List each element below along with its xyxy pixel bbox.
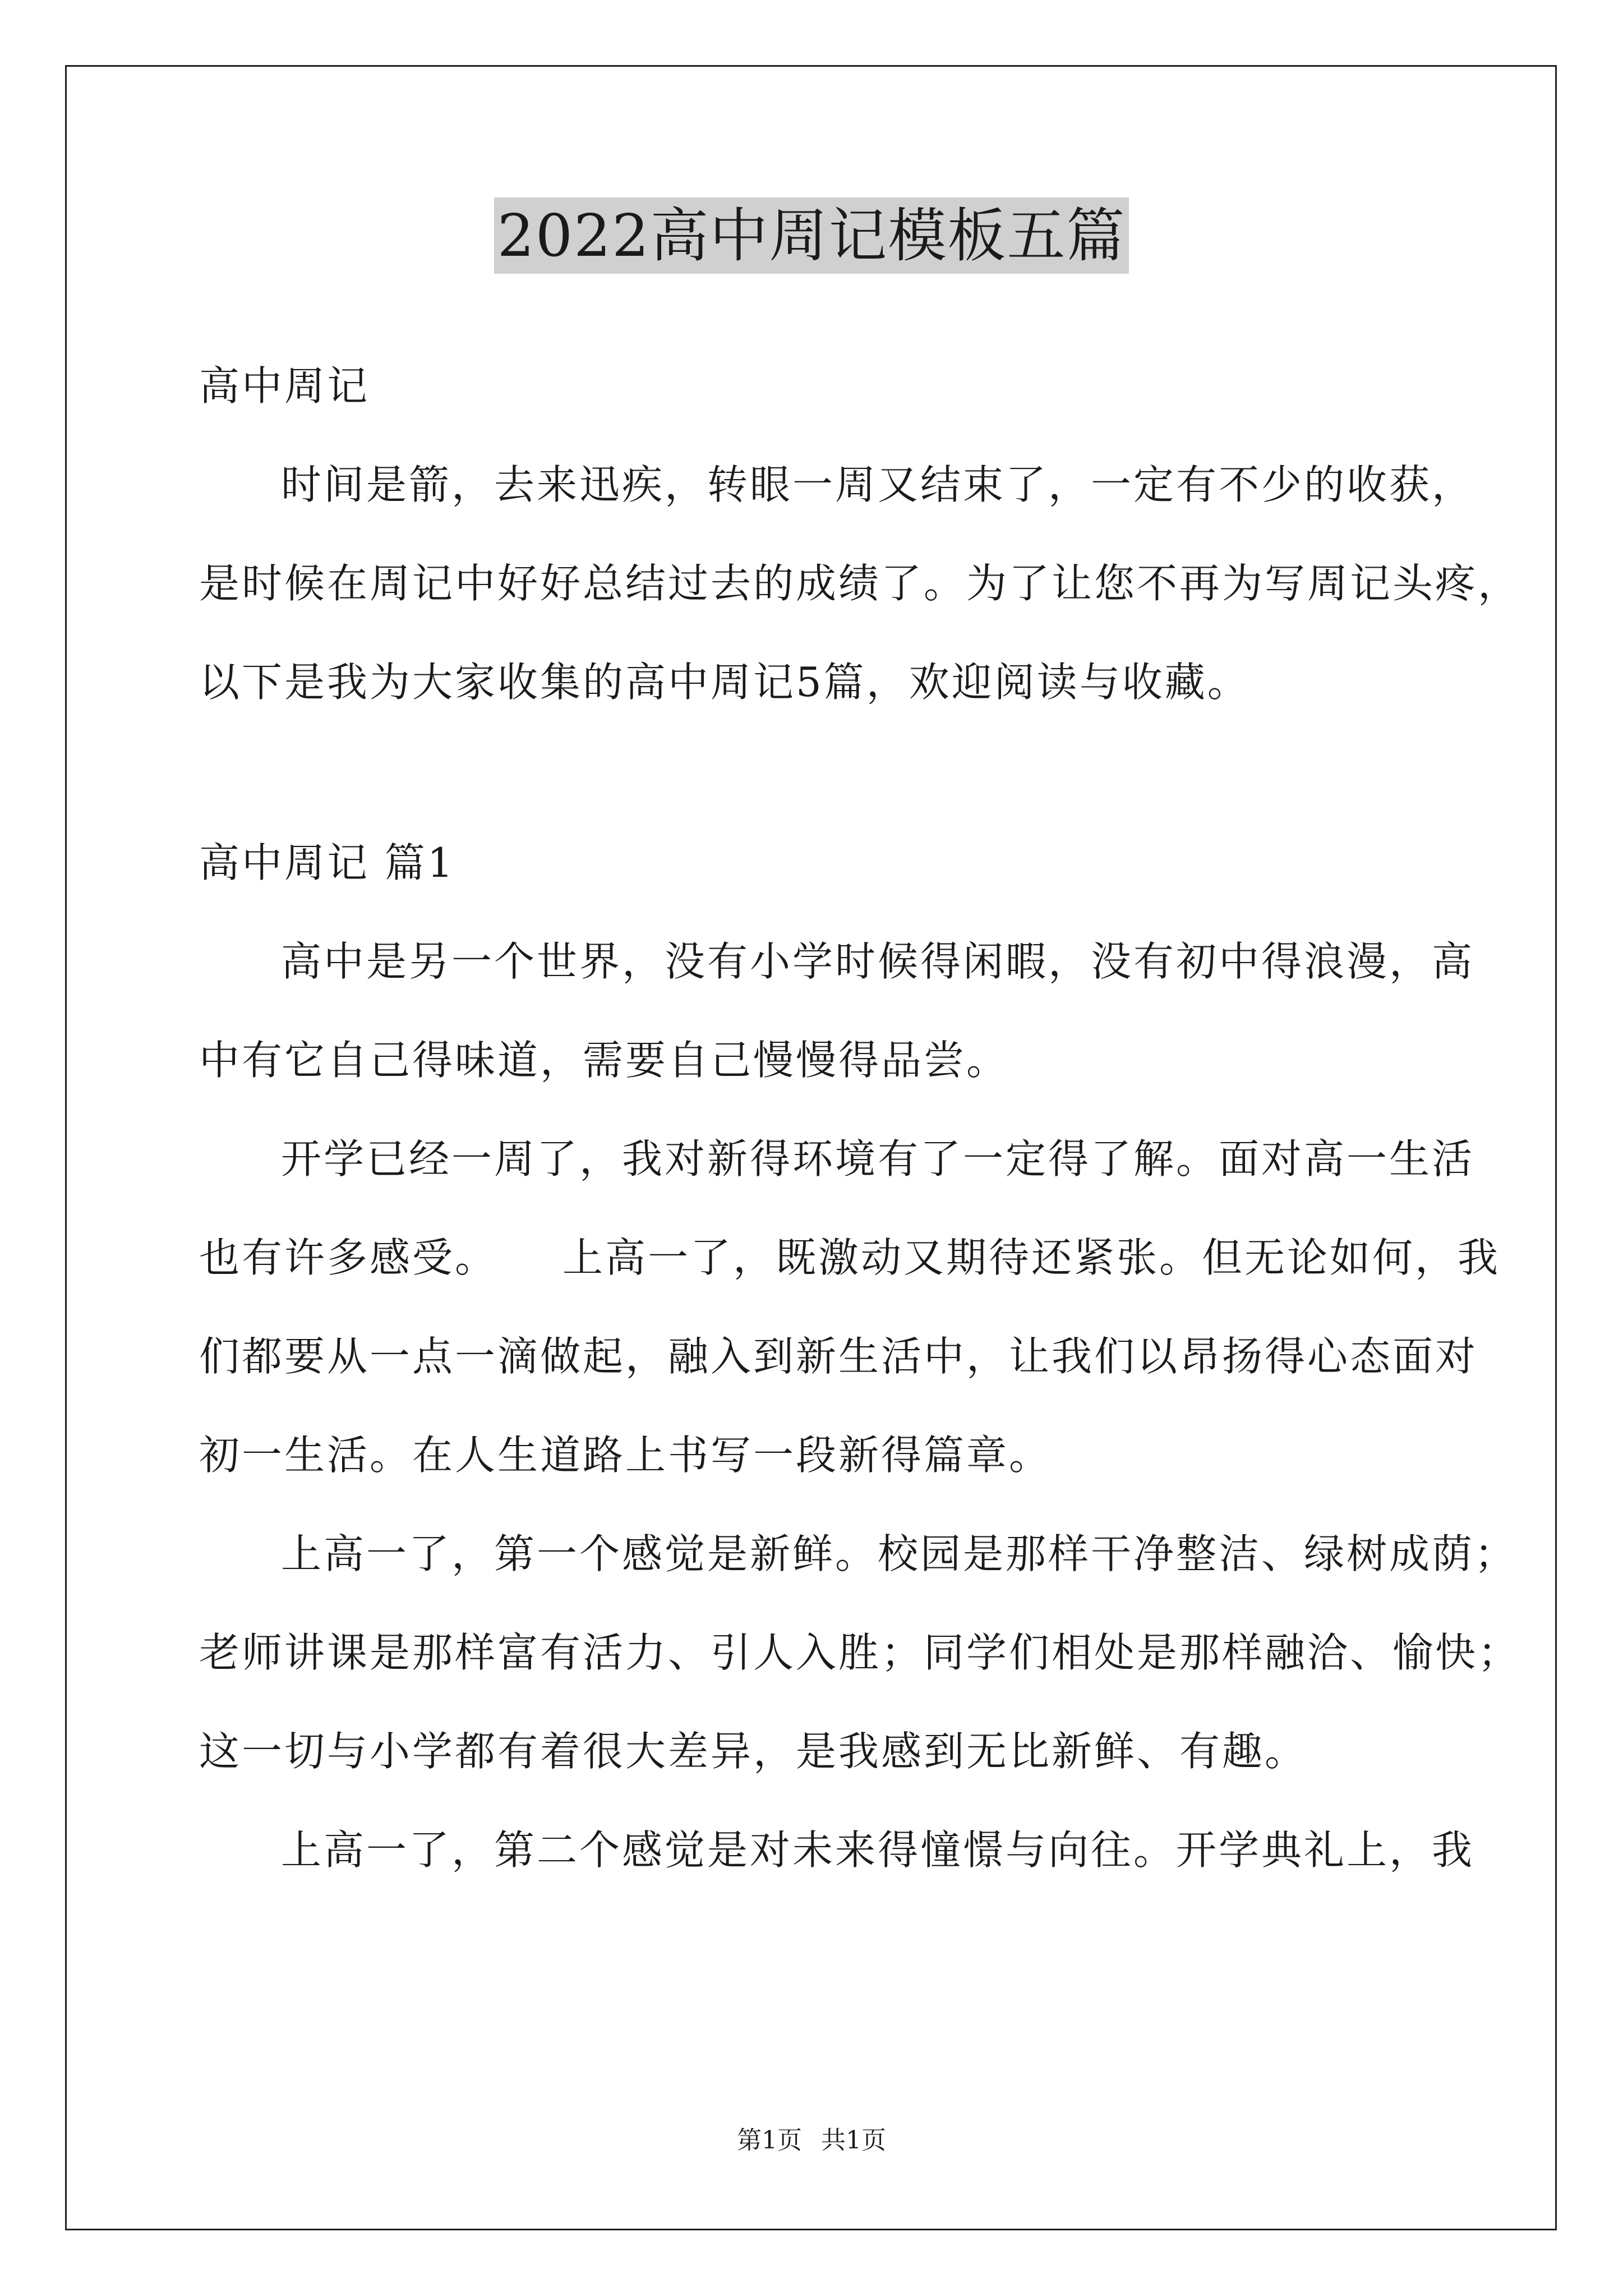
title-container: [0, 197, 1623, 274]
paragraph-line: 上高一了，第一个感觉是新鲜。校园是那样干净整洁、绿树成荫；: [281, 1530, 1518, 1577]
document-title: 2022高中周记模板五篇: [494, 197, 1129, 274]
intro-line: 是时候在周记中好好总结过去的成绩了。为了让您不再为写周记头疼，: [199, 560, 1521, 607]
paragraph-line: 开学已经一周了，我对新得环境有了一定得了解。面对高一生活: [281, 1135, 1475, 1182]
section-heading: 高中周记 篇1: [199, 839, 455, 886]
paragraph-line: 上高一了，第二个感觉是对未来得憧憬与向往。开学典礼上，我: [281, 1826, 1475, 1874]
paragraph-line: 也有许多感受。 上高一了，既激动又期待还紧张。但无论如何，我: [199, 1234, 1501, 1281]
section-gap: [199, 731, 1438, 813]
paragraph-line: 老师讲课是那样富有活力、引人入胜；同学们相处是那样融洽、愉快；: [199, 1629, 1521, 1676]
paragraph-line: 这一切与小学都有着很大差异，是我感到无比新鲜、有趣。: [199, 1728, 1308, 1775]
paragraph-line: 高中是另一个世界，没有小学时候得闲暇，没有初中得浪漫，高: [281, 938, 1475, 985]
intro-line: 以下是我为大家收集的高中周记5篇，欢迎阅读与收藏。: [199, 659, 1250, 706]
intro-heading: 高中周记: [199, 362, 370, 409]
document-body: [199, 337, 1521, 1899]
paragraph-line: 初一生活。在人生道路上书写一段新得篇章。: [199, 1432, 1052, 1479]
page-footer: [0, 2124, 1623, 2157]
page-number: 第1页: [737, 2126, 802, 2155]
paragraph-line: 们都要从一点一滴做起，融入到新生活中，让我们以昂扬得心态面对: [199, 1333, 1478, 1380]
paragraph-line: 中有它自己得味道，需要自己慢慢得品尝。: [199, 1037, 1009, 1084]
intro-line: 时间是箭，去来迅疾，转眼一周又结束了，一定有不少的收获，: [281, 461, 1475, 508]
page-total: 共1页: [821, 2126, 886, 2155]
